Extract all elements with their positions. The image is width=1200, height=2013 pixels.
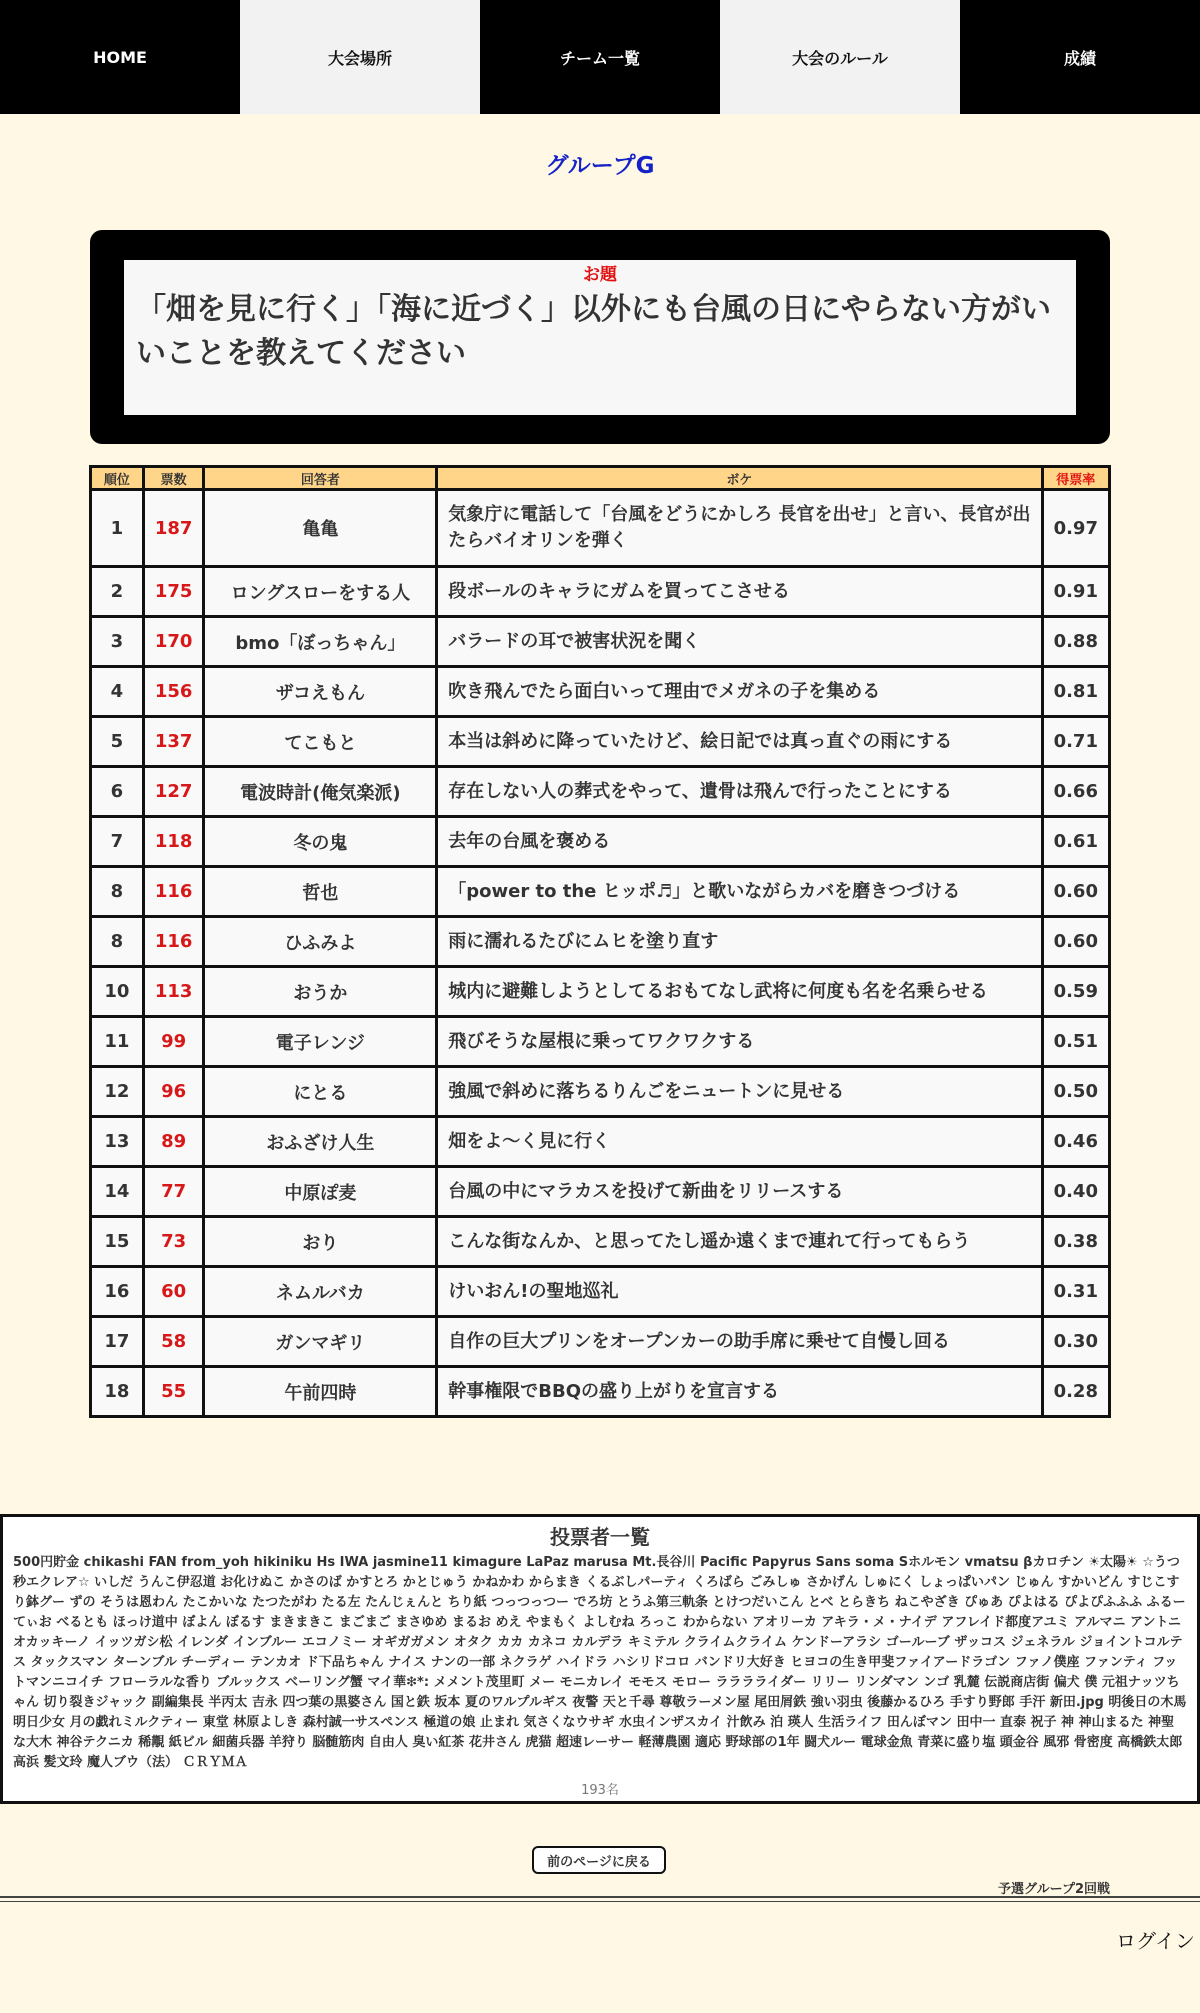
votes-cell: 96	[143, 1067, 204, 1117]
answerer-cell: おり	[204, 1217, 437, 1267]
rate-cell: 0.46	[1042, 1117, 1109, 1167]
votes-cell: 118	[143, 817, 204, 867]
topic-label: お題	[583, 265, 617, 285]
votes-cell: 73	[143, 1217, 204, 1267]
boke-cell: 飛びそうな屋根に乗ってワクワクする	[437, 1017, 1042, 1067]
rate-cell: 0.97	[1042, 490, 1109, 567]
votes-cell: 60	[143, 1267, 204, 1317]
voters-list: 500円貯金 chikashi FAN from_yoh hikiniku Hs IWA jasmine11 kimagure LaPaz marusa Mt.長谷川 Pacific Papyrus Sans soma Sホルモン vmatsu βカロチン ☀太陽☀ ☆うつ秒エクレア☆ いしだ うんこ伊忍道 お化けぬこ かさのば かすとろ かとじゅう かねかわ からまき くるぶしパーティ くろばら ごみしゅ さかげん しゅにく しょっぱいパン じゅん すかいどん すじこすり鉢グー ずの そうは恩わん たこかいな たつたがわ たる左 たんじぇんと ちり紙 つっつっつー でろ坊 とうふ第三軌条 とけつだいこん とべ とらきち ねこやざき ぴゅあ ぴよはる ぴよぴふふふ ふるーてぃお べるとも ほっけ道中 ぼよん ぼるす まきまきこ まごまご まさゆめ まるお めえ やまもく よしむね ろっこ わからない アオリーカ アキラ・メ・ナイデ アフレイド都度アユミ アルマニ アントニオカッキーノ イッツガシ松 イレンダ インブルー エコノミー オギガガメン オタク カカ カネコ カルデラ キミテル クライムクライム ケンドーアラシ ゴールーブ ザッコス ジェネラル ジョイントコルテス タックスマン ターンブル チーディー テンカオ ド下品ちゃん ナイス ナンの一部 ネクラゲ ハイドラ ハシリドコロ バンドリ大好き ヒヨコの生き甲斐ファイアードラゴン ファノ僕座 ファンティ フットマンニコイチ フローラルな香り ブルックス ベーリング蟹 マイ華❇*: メメント茂里町 メー モニカレイ モモス モロー ラララライダー リリー リンダマン ンゴ 乳麓 伝説商店街 偏犬 僕 元祖ナッツちゃん 切り裂きジャック 副編集長 半丙太 吉永 四つ葉の黒婆さん 国と鉄 坂本 夏のワルプルギス 夜警 天と千尋 尊敬ラーメン屋 尾田屑鉄 強い羽虫 後藤かるひろ 手すり野郎 手汗 新田.jpg 明後日の木馬 明日少女 月の戯れミルクティー 東堂 林原よしき 森村誠一サスペンス 極道の娘 止まれ 気さくなウサギ 水虫インザスカイ 汁飲み 泊 瑛人 生活ライフ 田んぼマン 田中一 直泰 祝子 神 神山まるた 神聖な大木 神谷テクニカ 稀覯 紙ビル 細菌兵器 羊狩り 脳髄筋肉 自由人 臭い紅茶 花井さん 虎猫 超速レーサー 軽薄農園 適応 野球部の1年 闘犬ルー 電球金魚 青菜に盛り塩 頭金谷 風邪 骨密度 高橋鉄太郎 高浜 髪文玲 魔人ブウ（法） ＣＲＹＭＡ	[13, 1555, 1187, 1770]
votes-cell: 99	[143, 1017, 204, 1067]
nav-rules[interactable]: 大会のルール	[720, 0, 960, 114]
votes-cell: 156	[143, 667, 204, 717]
voters-count: 193名	[581, 1783, 619, 1798]
votes-cell: 55	[143, 1367, 204, 1417]
table-row	[91, 1017, 1110, 1067]
rate-cell: 0.28	[1042, 1367, 1109, 1417]
rank-cell: 17	[91, 1317, 144, 1367]
boke-cell: 「power to the ヒッポ♬」と歌いながらカバを磨きつづける	[437, 867, 1042, 917]
rate-cell: 0.60	[1042, 867, 1109, 917]
header-votes: 票数	[143, 467, 204, 490]
answerer-cell: おふざけ人生	[204, 1117, 437, 1167]
rank-cell: 6	[91, 767, 144, 817]
table-row	[91, 667, 1110, 717]
table-row	[91, 1117, 1110, 1167]
boke-cell: 雨に濡れるたびにムヒを塗り直す	[437, 917, 1042, 967]
table-row	[91, 1317, 1110, 1367]
answerer-cell: ネムルバカ	[204, 1267, 437, 1317]
footer-divider-thin	[0, 1901, 1200, 1902]
answerer-cell: 冬の鬼	[204, 817, 437, 867]
rank-cell: 1	[91, 490, 144, 567]
rate-cell: 0.66	[1042, 767, 1109, 817]
table-row	[91, 490, 1110, 567]
table-row	[91, 917, 1110, 967]
answerer-cell: てこもと	[204, 717, 437, 767]
boke-cell: バラードの耳で被害状況を聞く	[437, 617, 1042, 667]
boke-cell: 台風の中にマラカスを投げて新曲をリリースする	[437, 1167, 1042, 1217]
rank-cell: 12	[91, 1067, 144, 1117]
boke-cell: 気象庁に電話して「台風をどうにかしろ 長官を出せ」と言い、長官が出たらバイオリンを弾く	[437, 490, 1042, 567]
table-row	[91, 967, 1110, 1017]
boke-cell: 吹き飛んでたら面白いって理由でメガネの子を集める	[437, 667, 1042, 717]
results-table	[89, 465, 1111, 1418]
footer-divider	[0, 1896, 1200, 1898]
rank-cell: 5	[91, 717, 144, 767]
rate-cell: 0.30	[1042, 1317, 1109, 1367]
table-row	[91, 617, 1110, 667]
table-row	[91, 717, 1110, 767]
votes-cell: 89	[143, 1117, 204, 1167]
rank-cell: 16	[91, 1267, 144, 1317]
votes-cell: 58	[143, 1317, 204, 1367]
rank-cell: 14	[91, 1167, 144, 1217]
table-row	[91, 1217, 1110, 1267]
topic-inner	[124, 260, 1076, 415]
table-row	[91, 1267, 1110, 1317]
rank-cell: 3	[91, 617, 144, 667]
answerer-cell: 電波時計(俺気楽派)	[204, 767, 437, 817]
table-row	[91, 867, 1110, 917]
nav-results[interactable]: 成績	[960, 0, 1200, 114]
rate-cell: 0.59	[1042, 967, 1109, 1017]
rank-cell: 18	[91, 1367, 144, 1417]
rate-cell: 0.61	[1042, 817, 1109, 867]
results-body	[91, 490, 1110, 1417]
rate-cell: 0.51	[1042, 1017, 1109, 1067]
table-row	[91, 817, 1110, 867]
answerer-cell: ザコえもん	[204, 667, 437, 717]
votes-cell: 77	[143, 1167, 204, 1217]
nav-venue[interactable]: 大会場所	[240, 0, 480, 114]
rank-cell: 13	[91, 1117, 144, 1167]
topic-text: 「畑を見に行く」「海に近づく」以外にも台風の日にやらない方がいいことを教えてください	[136, 292, 1051, 371]
votes-cell: 113	[143, 967, 204, 1017]
header-rate: 得票率	[1042, 467, 1109, 490]
rank-cell: 15	[91, 1217, 144, 1267]
login-link[interactable]: ログイン	[1116, 1929, 1195, 1953]
answerer-cell: ガンマギリ	[204, 1317, 437, 1367]
nav-teams[interactable]: チーム一覧	[480, 0, 720, 114]
answerer-cell: 中原ぽ麦	[204, 1167, 437, 1217]
boke-cell: 城内に避難しようとしてるおもてなし武将に何度も名を名乗らせる	[437, 967, 1042, 1017]
rank-cell: 4	[91, 667, 144, 717]
votes-cell: 170	[143, 617, 204, 667]
boke-cell: 幹事権限でBBQの盛り上がりを宣言する	[437, 1367, 1042, 1417]
table-row	[91, 1367, 1110, 1417]
answerer-cell: 午前四時	[204, 1367, 437, 1417]
votes-cell: 116	[143, 867, 204, 917]
rate-cell: 0.71	[1042, 717, 1109, 767]
rank-cell: 8	[91, 867, 144, 917]
header-name: 回答者	[204, 467, 437, 490]
rate-cell: 0.88	[1042, 617, 1109, 667]
voters-title: 投票者一覧	[550, 1525, 650, 1549]
boke-cell: 本当は斜めに降っていたけど、絵日記では真っ直ぐの雨にする	[437, 717, 1042, 767]
table-header-row	[91, 467, 1110, 490]
group-title: グループG	[545, 153, 655, 179]
votes-cell: 187	[143, 490, 204, 567]
rank-cell: 10	[91, 967, 144, 1017]
answerer-cell: 電子レンジ	[204, 1017, 437, 1067]
footer-round-label: 予選グループ2回戦	[997, 1882, 1110, 1897]
answerer-cell: おうか	[204, 967, 437, 1017]
rank-cell: 8	[91, 917, 144, 967]
boke-cell: 存在しない人の葬式をやって、遺骨は飛んで行ったことにする	[437, 767, 1042, 817]
answerer-cell: ひふみよ	[204, 917, 437, 967]
rate-cell: 0.81	[1042, 667, 1109, 717]
rate-cell: 0.60	[1042, 917, 1109, 967]
boke-cell: けいおん!の聖地巡礼	[437, 1267, 1042, 1317]
answerer-cell: にとる	[204, 1067, 437, 1117]
nav-home[interactable]: HOME	[0, 0, 240, 114]
answerer-cell: ロングスローをする人	[204, 567, 437, 617]
boke-cell: 去年の台風を褒める	[437, 817, 1042, 867]
answerer-cell: 哲也	[204, 867, 437, 917]
votes-cell: 127	[143, 767, 204, 817]
votes-cell: 116	[143, 917, 204, 967]
header-rank: 順位	[91, 467, 144, 490]
table-row	[91, 1067, 1110, 1117]
table-row	[91, 1167, 1110, 1217]
voters-panel	[0, 1514, 1200, 1804]
rank-cell: 7	[91, 817, 144, 867]
boke-cell: 段ボールのキャラにガムを買ってこさせる	[437, 567, 1042, 617]
table-row	[91, 567, 1110, 617]
rate-cell: 0.38	[1042, 1217, 1109, 1267]
boke-cell: こんな街なんか、と思ってたし遥か遠くまで連れて行ってもらう	[437, 1217, 1042, 1267]
votes-cell: 137	[143, 717, 204, 767]
table-row	[91, 767, 1110, 817]
rank-cell: 2	[91, 567, 144, 617]
rate-cell: 0.40	[1042, 1167, 1109, 1217]
votes-cell: 175	[143, 567, 204, 617]
boke-cell: 畑をよ～く見に行く	[437, 1117, 1042, 1167]
boke-cell: 強風で斜めに落ちるりんごをニュートンに見せる	[437, 1067, 1042, 1117]
rate-cell: 0.91	[1042, 567, 1109, 617]
rate-cell: 0.50	[1042, 1067, 1109, 1117]
boke-cell: 自作の巨大プリンをオープンカーの助手席に乗せて自慢し回る	[437, 1317, 1042, 1367]
rank-cell: 11	[91, 1017, 144, 1067]
top-nav	[0, 0, 1200, 114]
topic-box	[90, 230, 1110, 444]
header-boke: ボケ	[437, 467, 1042, 490]
back-button[interactable]: 前のページに戻る	[532, 1846, 666, 1874]
answerer-cell: bmo「ぼっちゃん」	[204, 617, 437, 667]
answerer-cell: 亀亀	[204, 490, 437, 567]
rate-cell: 0.31	[1042, 1267, 1109, 1317]
